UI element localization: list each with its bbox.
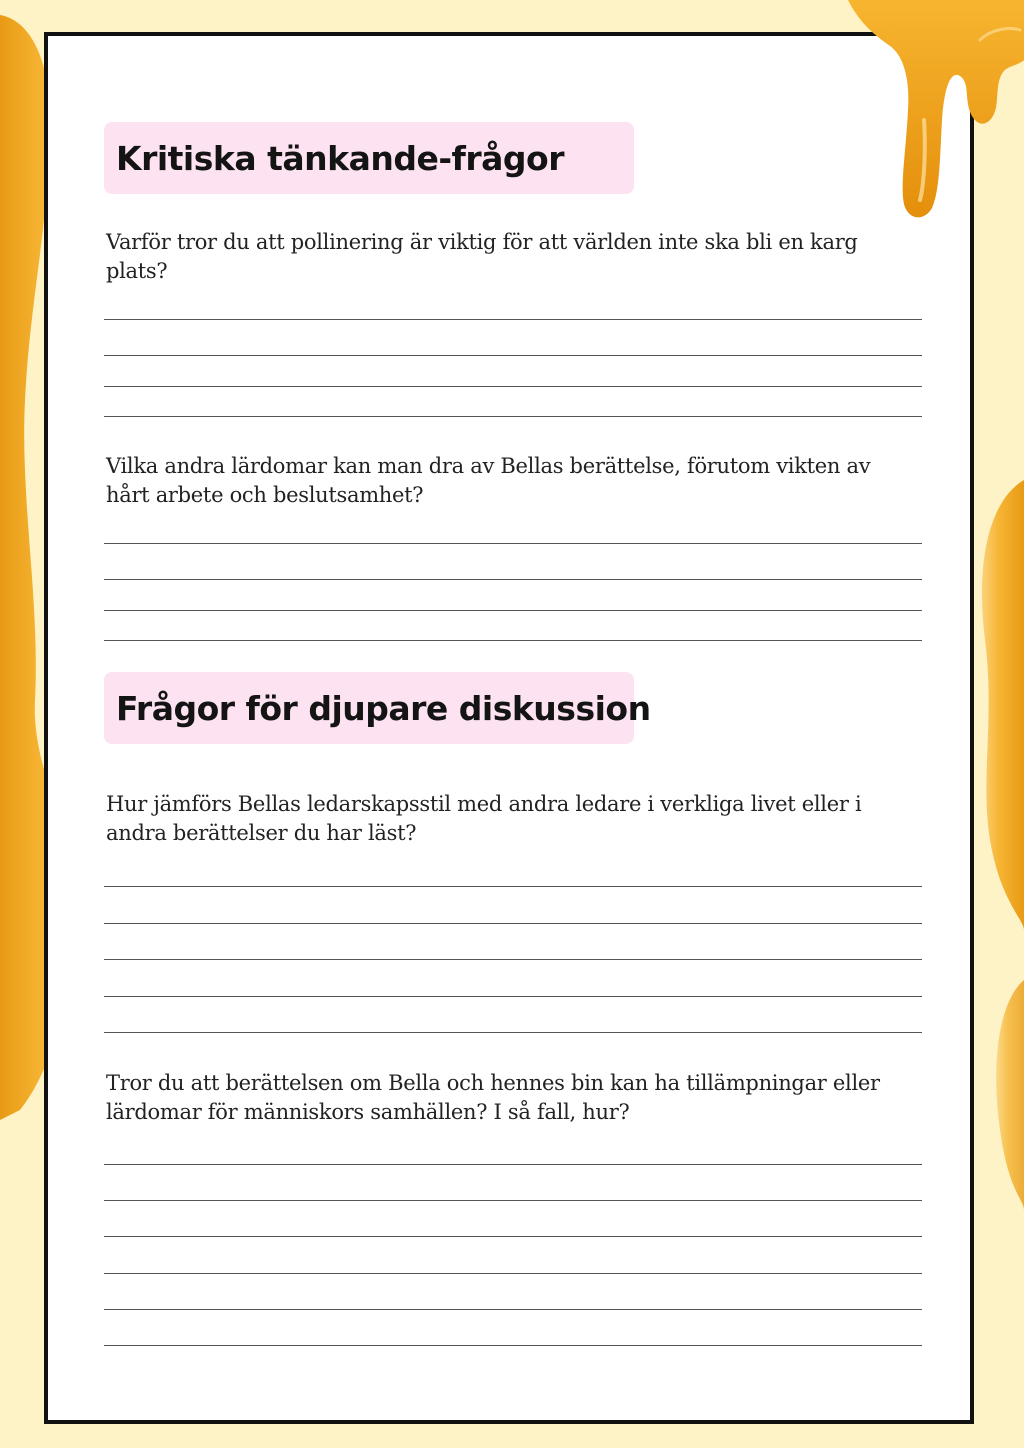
answer-line[interactable] (104, 996, 922, 997)
question-1: Varför tror du att pollinering är viktig för att världen inte ska bli en karg plats? (106, 230, 858, 283)
answer-line[interactable] (104, 1200, 922, 1201)
section-heading-critical-thinking: Kritiska tänkande-frågor (104, 122, 634, 194)
answer-line[interactable] (104, 886, 922, 887)
answer-line[interactable] (104, 416, 922, 417)
question-4: Tror du att berättelsen om Bella och hennes bin kan ha tillämpningar eller lärdomar för människors samhällen? I så fall, hur? (106, 1071, 880, 1124)
answer-line[interactable] (104, 579, 922, 580)
answer-line[interactable] (104, 640, 922, 641)
answer-line[interactable] (104, 1032, 922, 1033)
question-2: Vilka andra lärdomar kan man dra av Bellas berättelse, förutom vikten av hårt arbete och beslutsamhet? (106, 454, 871, 507)
answer-line[interactable] (104, 1164, 922, 1165)
question-3: Hur jämförs Bellas ledarskapsstil med andra ledare i verkliga livet eller i andra berättelser du har läst? (106, 792, 862, 845)
answer-line[interactable] (104, 386, 922, 387)
section-heading-deeper-discussion: Frågor för djupare diskussion (104, 672, 634, 744)
worksheet-page (44, 32, 974, 1424)
answer-line[interactable] (104, 1236, 922, 1237)
answer-line[interactable] (104, 319, 922, 320)
honey-drip-icon (840, 0, 1024, 230)
answer-line[interactable] (104, 959, 922, 960)
answer-line[interactable] (104, 1345, 922, 1346)
answer-line[interactable] (104, 610, 922, 611)
answer-line[interactable] (104, 923, 922, 924)
answer-line[interactable] (104, 355, 922, 356)
answer-line[interactable] (104, 1273, 922, 1274)
answer-line[interactable] (104, 543, 922, 544)
answer-line[interactable] (104, 1309, 922, 1310)
